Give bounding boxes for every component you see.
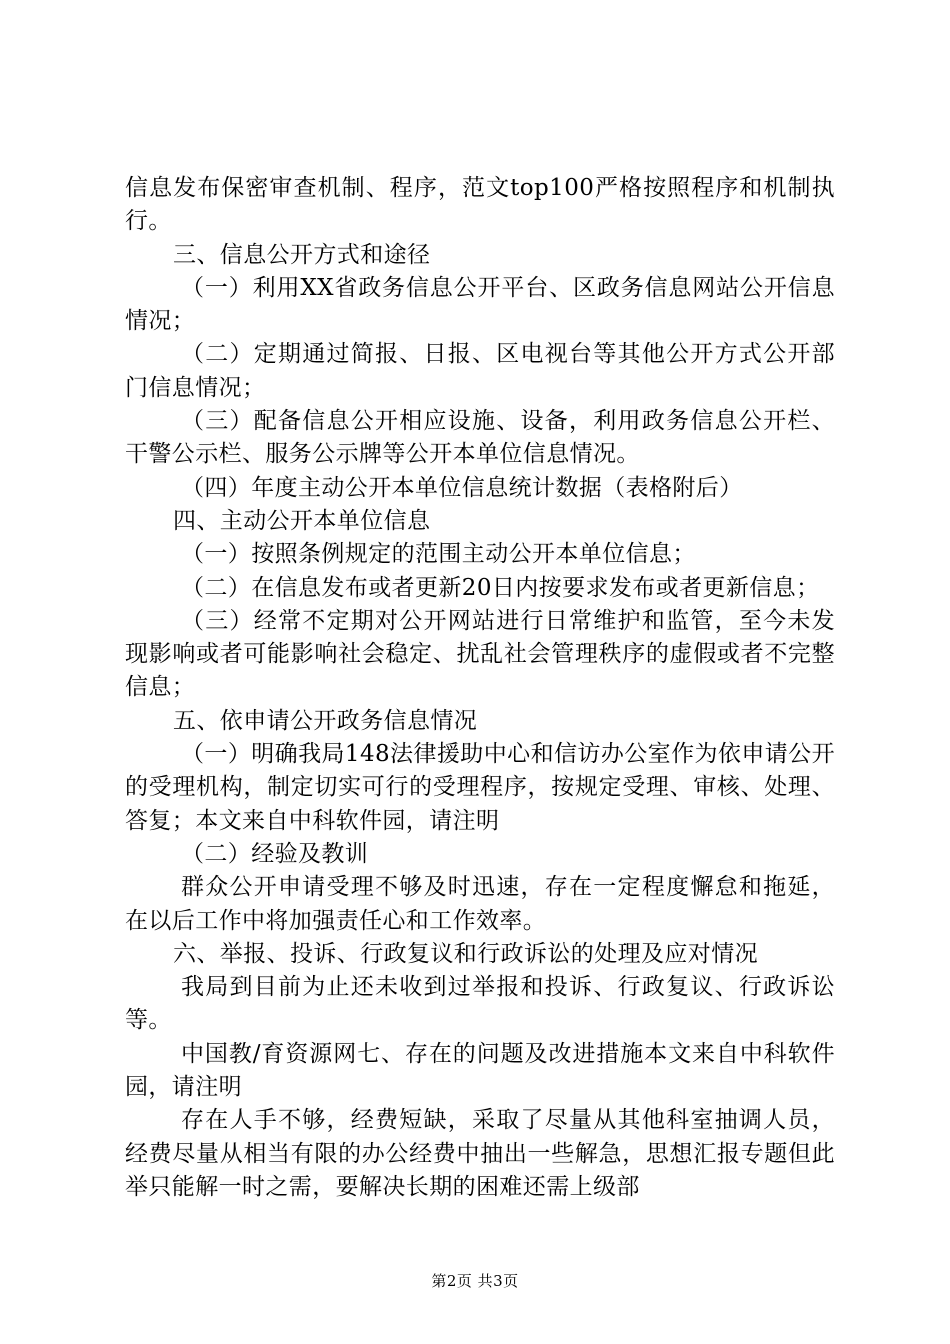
paragraph-4-1: （一）按照条例规定的范围主动公开本单位信息； — [181, 541, 696, 568]
page-footer: 第2页 共3页 — [431, 1272, 519, 1290]
section-heading-6: 六、举报、投诉、行政复议和行政诉讼的处理及应对情况 — [173, 940, 758, 967]
paragraph-4-2: （二）在信息发布或者更新20日内按要求发布或者更新信息； — [181, 574, 820, 601]
paragraph-3-3: （三）配备信息公开相应设施、设备，利用政务信息公开栏、干警公示栏、服务公示牌等公开本单位信息情况。 — [125, 408, 835, 468]
section-heading-5: 五、依申请公开政务信息情况 — [173, 707, 478, 734]
paragraph-3-2: （二）定期通过简报、日报、区电视台等其他公开方式公开部门信息情况； — [125, 341, 835, 401]
paragraph-7-body: 存在人手不够，经费短缺，采取了尽量从其他科室抽调人员，经费尽量从相当有限的办公经费中抽出一些解急，思想汇报专题但此举只能解一时之需，要解决长期的困难还需上级部 — [125, 1107, 835, 1200]
section-heading-3: 三、信息公开方式和途径 — [173, 241, 431, 268]
paragraph-4-3: （三）经常不定期对公开网站进行日常维护和监管，至今未发现影响或者可能影响社会稳定、扰乱社会管理秩序的虚假或者不完整信息； — [125, 607, 835, 701]
paragraph-5-2: （二）经验及教训 — [181, 840, 369, 867]
paragraph-1: 信息发布保密审查机制、程序，范文top100严格按照程序和机制执行。 — [125, 175, 835, 235]
section-heading-7: 中国教/育资源网七、存在的问题及改进措施本文来自中科软件园，请注明 — [125, 1040, 835, 1101]
paragraph-6-body: 我局到目前为止还未收到过举报和投诉、行政复议、行政诉讼等。 — [125, 974, 835, 1034]
paragraph-5-1: （一）明确我局148法律援助中心和信访办公室作为依申请公开的受理机构，制定切实可行的受理程序，按规定受理、审核、处理、答复；本文来自中科软件园，请注明 — [125, 741, 835, 834]
paragraph-3-1: （一）利用XX省政务信息公开平台、区政务信息网站公开信息情况； — [125, 274, 835, 335]
document-body — [125, 172, 835, 1204]
section-heading-4: 四、主动公开本单位信息 — [173, 507, 431, 534]
paragraph-3-4: （四）年度主动公开本单位信息统计数据（表格附后） — [181, 474, 743, 501]
paragraph-5-2-body: 群众公开申请受理不够及时迅速，存在一定程度懈怠和拖延，在以后工作中将加强责任心和工作效率。 — [125, 874, 835, 934]
